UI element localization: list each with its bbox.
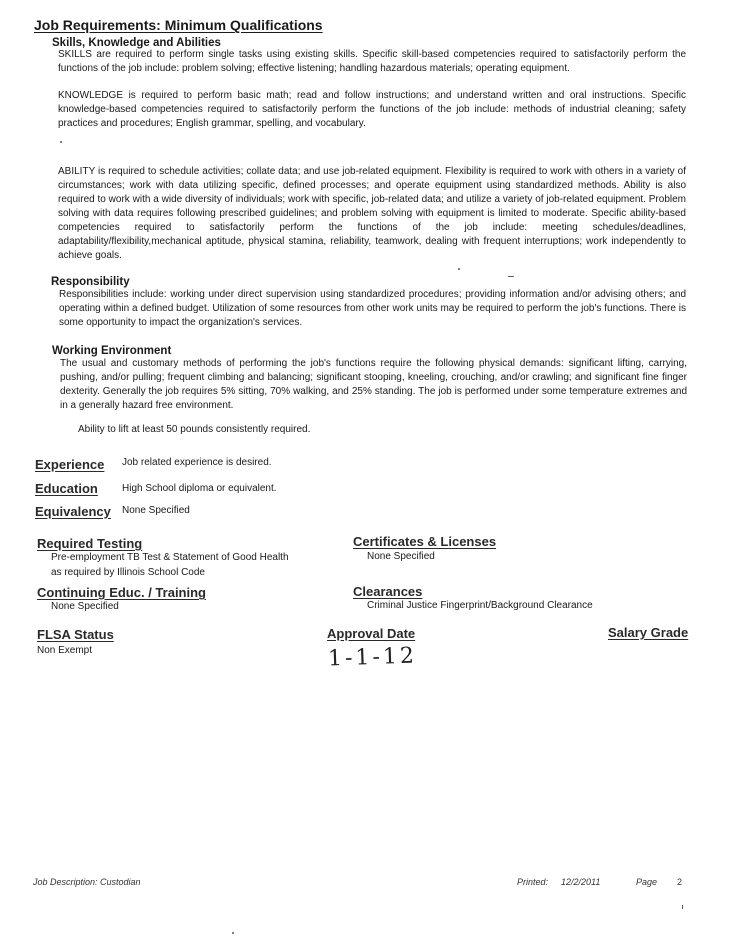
working-environment-paragraph: The usual and customary methods of performing the job's functions require the following physical demands: significant lifting, carrying, pushing, and/or pulling; frequent climbing and balancing; significant stooping, kneeling, crouching, and/or crawling; and significant fine finger dexterity. Generally the job requires 5% sitting, 70% walking, and 25% standing. The job is performed under some temperature extremes and in a generally hazard free environment.: [60, 358, 687, 411]
section-title: Job Requirements: Minimum Qualifications: [34, 17, 323, 33]
footer-page-label: Page: [636, 877, 658, 887]
working-environment-heading: Working Environment: [52, 345, 172, 357]
education-label: Education: [35, 481, 98, 496]
approval-date-handwritten: 1-1-12: [327, 643, 418, 672]
salary-grade-label: Salary Grade: [608, 625, 689, 640]
experience-value: Job related experience is desired.: [122, 457, 272, 468]
equivalency-label: Equivalency: [35, 504, 111, 519]
certificates-label: Certificates & Licenses: [353, 534, 497, 549]
approval-date-label: Approval Date: [327, 626, 416, 641]
scan-speck: [508, 276, 514, 277]
experience-label: Experience: [35, 457, 105, 472]
footer-printed-label: Printed:: [517, 877, 549, 887]
scan-speck: [60, 141, 62, 143]
flsa-status-value: Non Exempt: [37, 645, 93, 656]
lift-requirement: Ability to lift at least 50 pounds consistently required.: [78, 424, 311, 435]
responsibility-heading: Responsibility: [51, 276, 130, 288]
certificates-value: None Specified: [367, 551, 435, 562]
skills-paragraph: SKILLS are required to perform single tasks using existing skills. Specific skill-based competencies required to satisfactorily perform the functions of the job include: problem solving; effective listening; handling hazardous materials; operating equipment.: [58, 49, 686, 74]
clearances-value: Criminal Justice Fingerprint/Background Clearance: [367, 600, 593, 611]
equivalency-value: None Specified: [122, 505, 190, 516]
scan-speck: [682, 905, 683, 909]
skills-heading: Skills, Knowledge and Abilities: [52, 37, 221, 49]
responsibility-paragraph: Responsibilities include: working under direct supervision using standardized procedures; providing information and/or advising others; and operating within a defined budget. Utilization of some resources from other work units may be required to perform the job's functions. There is some opportunity to impact the organization's services.: [59, 289, 686, 328]
flsa-status-label: FLSA Status: [37, 627, 114, 642]
continuing-educ-label: Continuing Educ. / Training: [37, 585, 206, 600]
knowledge-paragraph: KNOWLEDGE is required to perform basic math; read and follow instructions; and understand written and oral instructions. Specific knowledge-based competencies required to satisfactorily perform the functions of the job include: methods of industrial cleaning; safety practices and procedures; English grammar, spelling, and vocabulary.: [58, 90, 686, 129]
footer-job-description: Job Description: Custodian: [33, 877, 141, 887]
footer-page-number: 2: [677, 877, 683, 887]
continuing-educ-value: None Specified: [51, 601, 119, 612]
scan-speck: [458, 268, 460, 270]
required-testing-line1: Pre-employment TB Test & Statement of Good Health: [51, 552, 289, 563]
footer-printed-date: 12/2/2011: [561, 877, 601, 887]
scan-speck: [232, 932, 234, 934]
required-testing-line2: as required by Illinois School Code: [51, 567, 205, 578]
education-value: High School diploma or equivalent.: [122, 483, 277, 494]
ability-paragraph: ABILITY is required to schedule activities; collate data; and use job-related equipment. Flexibility is required to work with others in a variety of circumstances; work with data utilizing specific, defined processes; and operate equipment using standardized methods. Ability is also required to work with a wide diversity of individuals; work with specific, job-related data; and utilize a variety of job-related equipment. Problem solving with data requires following prescribed guidelines; and problem solving with equipment is limited to moderate. Specific ability-based competencies required to satisfactorily perform the functions of the job include: meeting schedules/deadlines, adaptability/flexibility,mechanical aptitude, physical stamina, reliability, teamwork, dealing with frequent interruptions; work independently to achieve goals.: [58, 166, 686, 261]
required-testing-label: Required Testing: [37, 536, 143, 551]
clearances-label: Clearances: [353, 584, 423, 599]
